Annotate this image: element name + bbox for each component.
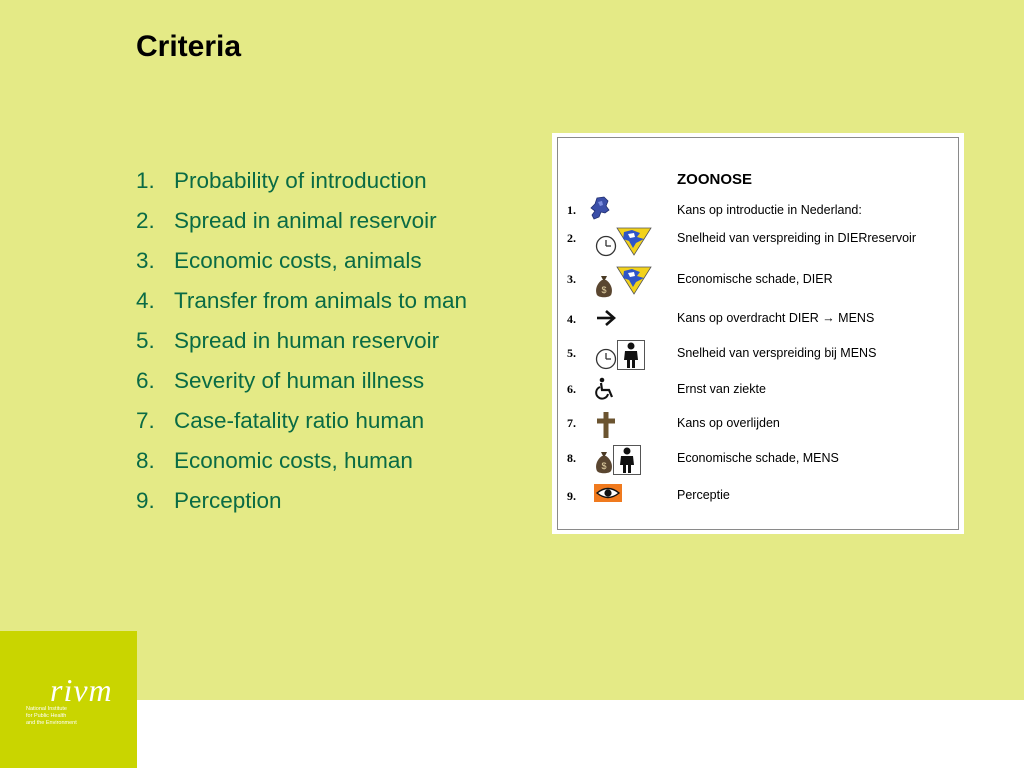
money-bag-icon	[595, 275, 613, 299]
criteria-item	[136, 444, 467, 484]
person-icon	[613, 445, 641, 475]
cross-icon	[597, 412, 615, 438]
criteria-number: 9.	[136, 488, 155, 513]
row-text: Perceptie	[677, 488, 730, 502]
figure-row	[558, 443, 958, 473]
row-number: 6.	[567, 382, 576, 396]
row-text: Ernst van ziekte	[677, 382, 766, 396]
criteria-label: Severity of human illness	[174, 368, 425, 393]
figure-title: ZOONOSE	[677, 171, 753, 188]
row-text: Snelheid van verspreiding in DIERreservoir	[677, 231, 917, 245]
arrow-right-icon	[595, 309, 617, 327]
slide-title: Criteria	[136, 30, 242, 63]
row-text: Snelheid van verspreiding bij MENS	[677, 346, 877, 360]
figure-row	[558, 194, 958, 224]
criteria-number: 1.	[136, 168, 155, 193]
row-number: 4.	[567, 312, 576, 326]
criteria-number: 8.	[136, 448, 155, 473]
logo-subtitle-line: for Public Health	[26, 713, 67, 719]
zoonose-figure	[552, 133, 964, 534]
criteria-list	[136, 164, 467, 524]
netherlands-map-icon	[589, 196, 611, 220]
criteria-item	[136, 244, 467, 284]
figure-row	[558, 408, 958, 438]
criteria-label: Spread in human reservoir	[174, 328, 440, 353]
criteria-item	[136, 364, 467, 404]
row-number: 5.	[567, 346, 576, 360]
zoonose-table	[557, 137, 959, 530]
figure-row	[558, 373, 958, 403]
criteria-number: 2.	[136, 208, 155, 233]
criteria-label: Economic costs, human	[174, 448, 413, 473]
animal-reservoir-icon	[616, 265, 652, 295]
criteria-number: 5.	[136, 328, 155, 353]
criteria-number: 7.	[136, 408, 155, 433]
criteria-number: 6.	[136, 368, 155, 393]
figure-row	[558, 481, 958, 511]
eye-icon	[594, 484, 622, 502]
figure-row	[558, 223, 958, 253]
criteria-item	[136, 404, 467, 444]
criteria-item	[136, 484, 467, 524]
criteria-number: 3.	[136, 248, 155, 273]
criteria-label: Case-fatality ratio human	[174, 408, 425, 433]
animal-reservoir-icon	[616, 226, 652, 256]
row-text: Economische schade, MENS	[677, 451, 839, 465]
row-text: Kans op overdracht DIER → MENS	[677, 311, 875, 325]
logo-subtitle-line: and the Environment	[26, 720, 77, 726]
clock-icon	[595, 348, 617, 370]
row-number: 2.	[567, 231, 576, 245]
footer-band	[0, 700, 1024, 768]
person-icon	[617, 340, 645, 370]
criteria-label: Economic costs, animals	[174, 248, 422, 273]
criteria-item	[136, 164, 467, 204]
svg-text:$: $	[601, 461, 607, 471]
money-bag-icon	[595, 451, 613, 475]
criteria-number: 4.	[136, 288, 155, 313]
criteria-label: Perception	[174, 488, 282, 513]
row-number: 3.	[567, 272, 576, 286]
criteria-label: Transfer from animals to man	[174, 288, 468, 313]
criteria-item	[136, 284, 467, 324]
figure-row	[558, 263, 958, 293]
logo-subtitle-line: National Institute	[26, 706, 67, 712]
row-number: 8.	[567, 451, 576, 465]
row-text: Kans op overlijden	[677, 416, 780, 430]
row-number: 9.	[567, 489, 576, 503]
rivm-logo: rivm	[50, 672, 113, 708]
criteria-label: Probability of introduction	[174, 168, 427, 193]
logo-subtitle	[26, 706, 126, 727]
criteria-item	[136, 324, 467, 364]
wheelchair-icon	[594, 377, 618, 401]
svg-text:$: $	[601, 285, 607, 295]
criteria-label: Spread in animal reservoir	[174, 208, 437, 233]
row-number: 1.	[567, 203, 576, 217]
figure-row	[558, 338, 958, 368]
clock-icon	[595, 235, 617, 257]
row-text: Economische schade, DIER	[677, 272, 833, 286]
row-number: 7.	[567, 416, 576, 430]
figure-row	[558, 303, 958, 333]
criteria-item	[136, 204, 467, 244]
row-text: Kans op introductie in Nederland:	[677, 203, 862, 217]
